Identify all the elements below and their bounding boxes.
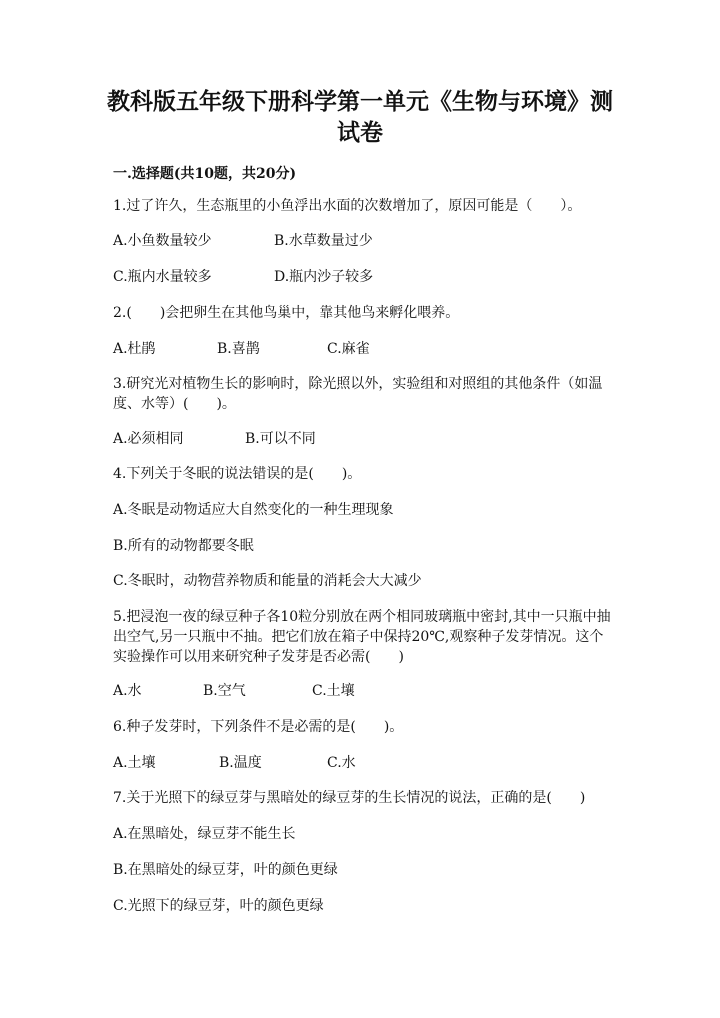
- q7-option-b[interactable]: B.在黑暗处的绿豆芽，叶的颜色更绿: [113, 862, 338, 878]
- q1-option-c[interactable]: C.瓶内水量较多: [113, 269, 212, 285]
- q4-option-c[interactable]: C.冬眠时，动物营养物质和能量的消耗会大大减少: [113, 573, 422, 589]
- section-heading: 一.选择题(共10题，共20分): [113, 166, 297, 182]
- q6-option-b[interactable]: B.温度: [219, 755, 262, 771]
- page-title: 教科版五年级下册科学第一单元《生物与环境》测试卷: [107, 88, 613, 146]
- q5-option-b[interactable]: B.空气: [203, 683, 246, 699]
- q3-option-b[interactable]: B.可以不同: [245, 431, 316, 447]
- question-6: 6.种子发芽时，下列条件不是必需的是( )。: [113, 719, 404, 735]
- q5-option-a[interactable]: A.水: [113, 683, 142, 699]
- q4-option-a[interactable]: A.冬眠是动物适应大自然变化的一种生理现象: [113, 502, 394, 518]
- q3-option-a[interactable]: A.必须相同: [113, 431, 184, 447]
- question-2: 2.( )会把卵生在其他鸟巢中，靠其他鸟来孵化喂养。: [113, 305, 460, 321]
- question-1: 1.过了许久，生态瓶里的小鱼浮出水面的次数增加了，原因可能是（ ）。: [113, 198, 582, 214]
- q1-option-a[interactable]: A.小鱼数量较少: [113, 233, 212, 249]
- q1-option-b[interactable]: B.水草数量过少: [274, 233, 373, 249]
- q6-option-c[interactable]: C.水: [327, 755, 356, 771]
- q2-option-c[interactable]: C.麻雀: [327, 341, 370, 357]
- q7-option-a[interactable]: A.在黑暗处，绿豆芽不能生长: [113, 826, 296, 842]
- q2-option-b[interactable]: B.喜鹊: [217, 341, 260, 357]
- q4-option-b[interactable]: B.所有的动物都要冬眠: [113, 538, 254, 554]
- q1-option-d[interactable]: D.瓶内沙子较多: [274, 269, 374, 285]
- q2-option-a[interactable]: A.杜鹃: [113, 341, 156, 357]
- question-7: 7.关于光照下的绿豆芽与黑暗处的绿豆芽的生长情况的说法，正确的是( ): [113, 790, 586, 806]
- q6-option-a[interactable]: A.土壤: [113, 755, 156, 771]
- q5-option-c[interactable]: C.土壤: [312, 683, 355, 699]
- question-4: 4.下列关于冬眠的说法错误的是( )。: [113, 466, 362, 482]
- question-3: 3.研究光对植物生长的影响时，除光照以外，实验组和对照组的其他条件（如温度、水等）( )。: [113, 376, 603, 412]
- question-5: 5.把浸泡一夜的绿豆种子各10粒分别放在两个相同玻璃瓶中密封,其中一只瓶中抽出空气,另一只瓶中不抽。把它们放在箱子中保持20℃,观察种子发芽情况。这个实验操作可以用来研究种子发芽是否必需( ): [113, 609, 611, 665]
- q7-option-c[interactable]: C.光照下的绿豆芽，叶的颜色更绿: [113, 898, 324, 914]
